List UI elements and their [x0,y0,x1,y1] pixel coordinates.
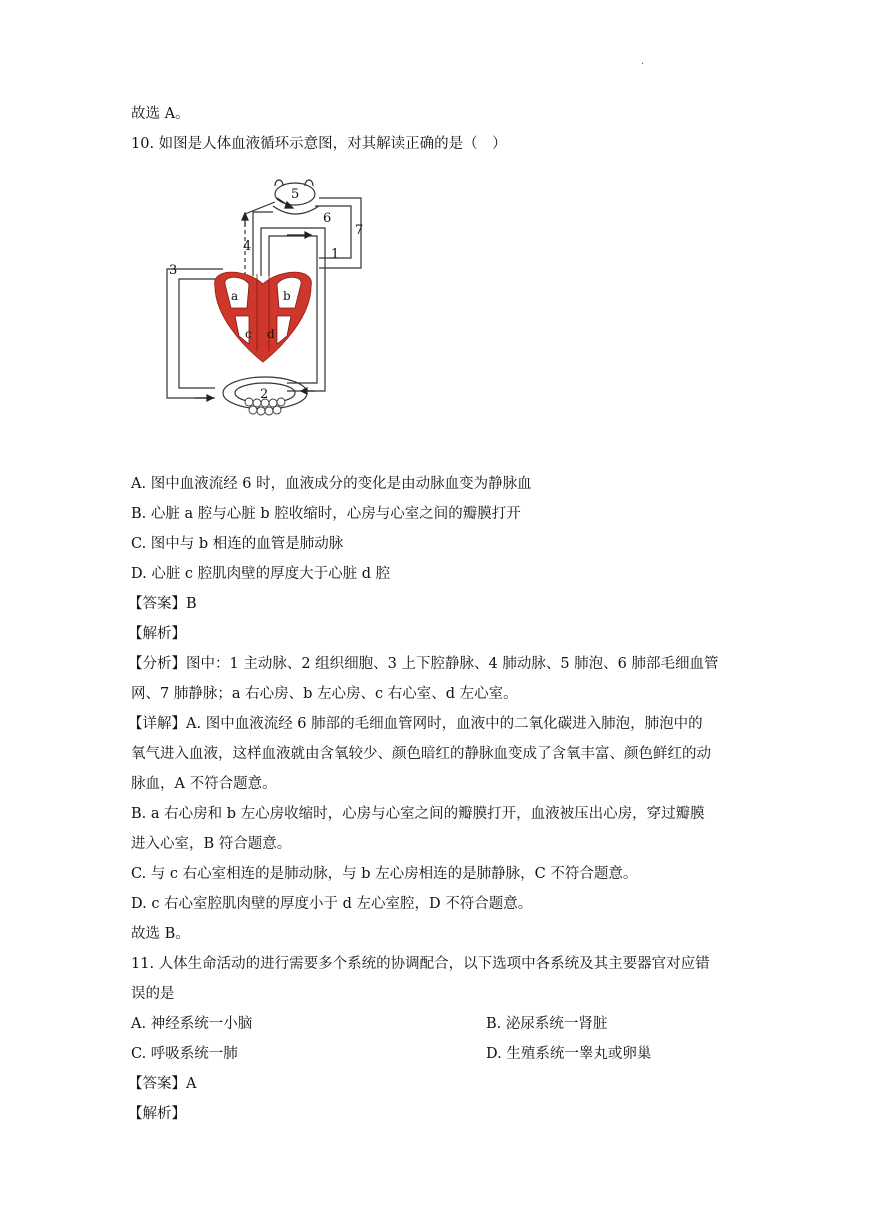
figure-label-3: 3 [169,263,178,278]
figure-label-7: 7 [355,223,364,238]
q10-option-b: B. 心脏 a 腔与心脏 b 腔收缩时，心房与心室之间的瓣膜打开 [131,506,521,522]
q10-analysis-line-2: 网、7 肺静脉；a 右心房、b 左心房、c 右心室、d 左心室。 [131,686,518,702]
q10-detail-line-3: 脉血，A 不符合题意。 [131,776,277,792]
figure-label-d: d [267,327,275,341]
q10-answer: 【答案】B [128,596,197,612]
q10-option-d: D. 心脏 c 腔肌肉壁的厚度大于心脏 d 腔 [131,566,391,582]
figure-label-4: 4 [243,239,252,254]
figure-label-6: 6 [323,211,332,226]
q11-option-b: B. 泌尿系统一肾脏 [486,1016,608,1032]
q10-analysis-heading: 【解析】 [128,626,186,642]
header-mark: . [641,56,645,67]
q10-detail-line-2: 氧气进入血液，这样血液就由含氧较少、颜色暗红的静脉血变成了含氧丰富、颜色鲜红的动 [131,746,711,762]
figure-label-a: a [231,289,239,303]
figure-label-b: b [283,289,291,303]
q10-conclusion: 故选 B。 [131,926,190,942]
q10-detail-line-7: D. c 右心室腔肌肉壁的厚度小于 d 左心室腔，D 不符合题意。 [131,896,533,912]
figure-label-2: 2 [260,387,269,402]
q10-detail-line-1: 【详解】A. 图中血液流经 6 肺部的毛细血管网时，血液中的二氧化碳进入肺泡，肺泡中的 [128,716,703,732]
q11-option-d: D. 生殖系统一睾丸或卵巢 [486,1046,652,1062]
q10-detail-line-4: B. a 右心房和 b 左心房收缩时，心房与心室之间的瓣膜打开，血液被压出心房，穿过瓣膜 [131,806,705,822]
circulation-diagram [165,176,375,426]
question-10-stem: 10. 如图是人体血液循环示意图，对其解读正确的是（ ） [131,136,507,152]
q10-option-c: C. 图中与 b 相连的血管是肺动脉 [131,536,344,552]
answer-line: 故选 A。 [131,106,190,122]
question-11-stem-2: 误的是 [131,986,175,1002]
q11-option-a: A. 神经系统一小脑 [131,1016,253,1032]
q10-analysis-line-1: 【分析】图中：1 主动脉、2 组织细胞、3 上下腔静脉、4 肺动脉、5 肺泡、6 肺部毛细血管 [128,656,719,672]
figure-label-5: 5 [291,187,300,202]
q11-option-c: C. 呼吸系统一肺 [131,1046,238,1062]
q10-detail-line-6: C. 与 c 右心室相连的是肺动脉，与 b 左心房相连的是肺静脉，C 不符合题意。 [131,866,638,882]
q10-option-a: A. 图中血液流经 6 时，血液成分的变化是由动脉血变为静脉血 [131,476,532,492]
q11-answer: 【答案】A [128,1076,197,1092]
figure-label-c: c [245,327,252,341]
q11-analysis-heading: 【解析】 [128,1106,186,1122]
question-11-stem-1: 11. 人体生命活动的进行需要多个系统的协调配合，以下选项中各系统及其主要器官对应错 [131,956,710,972]
q10-detail-line-5: 进入心室，B 符合题意。 [131,836,292,852]
figure-label-1: 1 [331,247,340,262]
